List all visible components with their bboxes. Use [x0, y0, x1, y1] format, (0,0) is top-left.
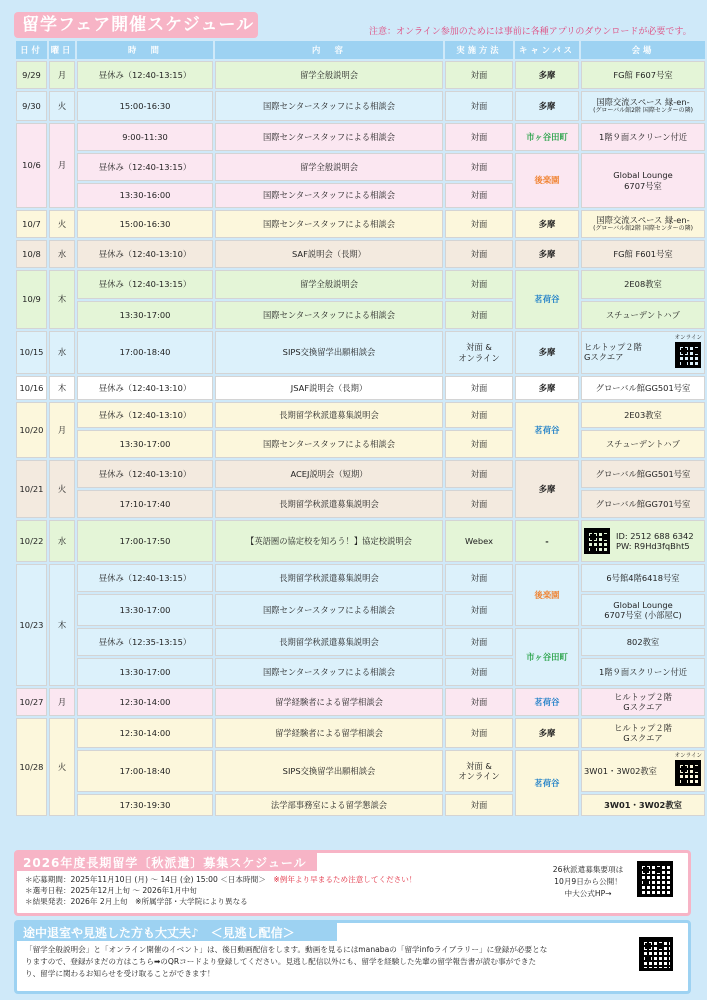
- time-cell: 17:00-17:50: [77, 520, 213, 562]
- date-cell: 10/22: [16, 520, 47, 562]
- content-cell: 留学全般説明会: [215, 153, 443, 181]
- table-row: [16, 240, 705, 268]
- campus-cell: 茗荷谷: [515, 270, 579, 329]
- day-cell: 水: [49, 520, 75, 562]
- guideline-line: 中大公式HP→: [564, 889, 612, 898]
- replay-line: りますので、登録がまだの方はこちら➡のQRコードより登録してください。見逃し配信以外にも、留学を経験した先輩の留学報告書が読む事ができた: [25, 957, 537, 966]
- campus-cell: 多摩: [515, 91, 579, 121]
- method-cell: 対面: [445, 718, 513, 748]
- header-time: 時 間: [77, 41, 213, 59]
- campus-cell: 茗荷谷: [515, 750, 579, 816]
- day-cell: 水: [49, 331, 75, 374]
- header-method: 実施方法: [445, 41, 513, 59]
- table-row: [16, 123, 705, 151]
- method-cell: 対面: [445, 628, 513, 656]
- day-cell: 月: [49, 61, 75, 89]
- venue-cell: グローバル館GG501号室: [581, 376, 705, 400]
- venue-room: Gスクエア: [623, 702, 663, 712]
- venue-room: Gスクエア: [584, 352, 624, 363]
- table-row: [16, 210, 705, 238]
- method-cell: 対面: [445, 794, 513, 816]
- method-cell: 対面: [445, 123, 513, 151]
- method-cell: 対面: [445, 210, 513, 238]
- method-cell: 対面: [445, 564, 513, 592]
- day-cell: 木: [49, 564, 75, 686]
- content-cell: 長期留学秋派遣募集説明会: [215, 628, 443, 656]
- date-cell: 10/28: [16, 718, 47, 816]
- method-line2: オンライン: [458, 352, 500, 363]
- webex-id: ID: 2512 688 6342: [616, 530, 694, 541]
- method-line2: オンライン: [458, 771, 500, 781]
- date-cell: 9/29: [16, 61, 47, 89]
- content-cell: 国際センタースタッフによる相談会: [215, 658, 443, 686]
- content-cell: 法学部事務室による留学懇談会: [215, 794, 443, 816]
- campus-cell: -: [515, 520, 579, 562]
- table-row: [16, 718, 705, 748]
- header-day: 曜日: [49, 41, 75, 59]
- method-cell: 対面: [445, 688, 513, 716]
- venue-cell: 6号館4階6418号室: [581, 564, 705, 592]
- time-cell: 13:30-17:00: [77, 430, 213, 458]
- day-cell: 火: [49, 91, 75, 121]
- content-cell: 国際センタースタッフによる相談会: [215, 594, 443, 626]
- content-cell: ACEJ説明会（短期）: [215, 460, 443, 488]
- table-row: [16, 520, 705, 562]
- method-cell: 対面: [445, 153, 513, 181]
- page-title: 留学フェア開催スケジュール: [14, 12, 258, 38]
- method-line1: 対面 &: [466, 342, 492, 353]
- content-cell: JSAF説明会（長期）: [215, 376, 443, 400]
- table-row: [16, 794, 705, 816]
- campus-cell: 茗荷谷: [515, 688, 579, 716]
- campus-cell: 後楽園: [515, 153, 579, 208]
- time-cell: 昼休み（12:40-13:15）: [77, 270, 213, 299]
- campus-cell: 多摩: [515, 210, 579, 238]
- content-cell: SIPS交換留学出願相談会: [215, 331, 443, 374]
- venue-sub: (グローバル館2階 国際センターの隣): [593, 107, 693, 115]
- qr-code-icon[interactable]: [675, 342, 701, 368]
- replay-body: [25, 944, 625, 980]
- content-cell: 長期留学秋派遣募集説明会: [215, 490, 443, 518]
- venue-cell: [581, 688, 705, 716]
- guideline-notice: [543, 864, 633, 900]
- table-row: [16, 490, 705, 518]
- header-content: 内 容: [215, 41, 443, 59]
- content-cell: 留学経験者による留学相談会: [215, 688, 443, 716]
- table-row: [16, 460, 705, 488]
- method-cell: 対面: [445, 91, 513, 121]
- day-cell: 水: [49, 240, 75, 268]
- method-cell: 対面: [445, 301, 513, 329]
- method-cell: [445, 331, 513, 374]
- table-row: [16, 402, 705, 428]
- time-cell: 15:00-16:30: [77, 210, 213, 238]
- date-cell: 10/8: [16, 240, 47, 268]
- venue-cell: [581, 594, 705, 626]
- time-cell: 昼休み（12:35-13:15）: [77, 628, 213, 656]
- time-cell: 昼休み（12:40-13:15）: [77, 153, 213, 181]
- campus-cell: 市ヶ谷田町: [515, 123, 579, 151]
- day-cell: 月: [49, 123, 75, 208]
- day-cell: 火: [49, 210, 75, 238]
- campus-cell: 茗荷谷: [515, 402, 579, 458]
- guideline-line: 10月9日から公開！: [554, 877, 622, 886]
- qr-code-icon[interactable]: [584, 528, 610, 554]
- campus-cell: 後楽園: [515, 564, 579, 626]
- method-cell: 対面: [445, 594, 513, 626]
- campus-cell: 多摩: [515, 331, 579, 374]
- content-cell: SIPS交換留学出願相談会: [215, 750, 443, 792]
- qr-code-icon[interactable]: [637, 861, 673, 897]
- date-cell: 10/15: [16, 331, 47, 374]
- replay-line: り、留学に関わるお知らせを受け取ることができます！: [25, 969, 215, 978]
- replay-info-box: [14, 920, 691, 994]
- content-cell: 国際センタースタッフによる相談会: [215, 210, 443, 238]
- list-item: ＊選考日程：2025年12月上旬 ～ 2026年1月中旬: [25, 886, 197, 895]
- campus-cell: 多摩: [515, 718, 579, 748]
- venue-cell: グローバル館GG501号室: [581, 460, 705, 488]
- time-cell: 17:10-17:40: [77, 490, 213, 518]
- day-cell: 火: [49, 718, 75, 816]
- time-cell: 昼休み（12:40-13:10）: [77, 402, 213, 428]
- table-row: [16, 628, 705, 656]
- table-row: [16, 61, 705, 89]
- table-row: [16, 688, 705, 716]
- venue-cell: グローバル館GG701号室: [581, 490, 705, 518]
- method-cell: 対面: [445, 183, 513, 208]
- time-cell: 12:30-14:00: [77, 718, 213, 748]
- time-cell: 12:30-14:00: [77, 688, 213, 716]
- venue-cell: [581, 210, 705, 238]
- venue-cell: FG館 F601号室: [581, 240, 705, 268]
- date-cell: 10/20: [16, 402, 47, 458]
- venue-cell: [581, 91, 705, 121]
- recruitment-list: [25, 874, 416, 907]
- webex-password: PW: R9Hd3fqBht5: [616, 541, 690, 551]
- application-period: ＊応募期間：2025年11月10日 (月) ～ 14日 (金) 15:00 ＜日本時間＞: [25, 875, 266, 884]
- time-cell: 15:00-16:30: [77, 91, 213, 121]
- method-cell: 対面: [445, 61, 513, 89]
- venue-cell: 2E08教室: [581, 270, 705, 299]
- time-cell: 昼休み（12:40-13:10）: [77, 460, 213, 488]
- venue-cell: 3W01・3W02教室: [581, 794, 705, 816]
- content-cell: 長期留学秋派遣募集説明会: [215, 564, 443, 592]
- time-cell: 昼休み（12:40-13:10）: [77, 240, 213, 268]
- date-cell: 9/30: [16, 91, 47, 121]
- venue-cell: [581, 520, 705, 562]
- venue-name: ヒルトップ２階: [614, 722, 672, 733]
- venue-cell: FG館 F607号室: [581, 61, 705, 89]
- day-cell: 木: [49, 376, 75, 400]
- table-row: [16, 658, 705, 686]
- venue-name: 3W01・3W02教室: [584, 765, 657, 776]
- date-cell: 10/27: [16, 688, 47, 716]
- online-notice: 注意：オンライン参加のためには事前に各種アプリのダウンロードが必要です。: [369, 27, 692, 37]
- campus-cell: 多摩: [515, 376, 579, 400]
- method-cell: Webex: [445, 520, 513, 562]
- time-cell: 13:30-17:00: [77, 658, 213, 686]
- table-row: [16, 430, 705, 458]
- header-campus: キャンパス: [515, 41, 579, 59]
- venue-cell: 802教室: [581, 628, 705, 656]
- venue-room: 6707号室: [624, 180, 662, 191]
- header-venue: 会場: [581, 41, 705, 59]
- content-cell: 留学全般説明会: [215, 61, 443, 89]
- header-date: 日付: [16, 41, 47, 59]
- venue-room: 6707号室 (小部屋C): [604, 610, 682, 620]
- time-cell: 13:30-16:00: [77, 183, 213, 208]
- time-cell: 17:00-18:40: [77, 331, 213, 374]
- content-cell: 長期留学秋派遣募集説明会: [215, 402, 443, 428]
- content-cell: 国際センタースタッフによる相談会: [215, 91, 443, 121]
- method-cell: 対面: [445, 376, 513, 400]
- content-cell: 国際センタースタッフによる相談会: [215, 301, 443, 329]
- table-row: [16, 270, 705, 299]
- qr-code-icon[interactable]: [675, 760, 701, 786]
- venue-name: 国際交流スペース 縁-en-: [596, 215, 690, 226]
- method-cell: [445, 750, 513, 792]
- date-cell: 10/9: [16, 270, 47, 329]
- campus-cell: 多摩: [515, 240, 579, 268]
- qr-code-icon[interactable]: [639, 937, 673, 971]
- day-cell: 火: [49, 460, 75, 518]
- replay-title: 途中退室や見逃した方も大丈夫♪ ＜見逃し配信＞: [17, 923, 337, 941]
- schedule-table: [14, 39, 707, 818]
- table-row: [16, 153, 705, 181]
- list-item: ＊結果発表：2026年 2月上旬 ※所属学部・大学院により異なる: [25, 897, 248, 906]
- period-warning: ※例年より早まるため注意してください！: [273, 875, 417, 884]
- table-row: [16, 91, 705, 121]
- date-cell: 10/6: [16, 123, 47, 208]
- day-cell: 木: [49, 270, 75, 329]
- venue-cell: スチューデントハブ: [581, 430, 705, 458]
- method-line1: 対面 &: [466, 760, 492, 771]
- content-cell: 国際センタースタッフによる相談会: [215, 430, 443, 458]
- venue-cell: [581, 153, 705, 208]
- campus-cell: 市ヶ谷田町: [515, 628, 579, 686]
- method-cell: 対面: [445, 490, 513, 518]
- venue-cell: [581, 331, 705, 374]
- venue-cell: 1階９面スクリーン付近: [581, 658, 705, 686]
- campus-cell: 多摩: [515, 61, 579, 89]
- day-cell: 月: [49, 688, 75, 716]
- date-cell: 10/16: [16, 376, 47, 400]
- table-row: [16, 331, 705, 374]
- venue-name: ヒルトップ２階: [584, 342, 642, 353]
- content-cell: 【英語圏の協定校を知ろう！】協定校説明会: [215, 520, 443, 562]
- online-label: オンライン: [674, 334, 702, 341]
- time-cell: 9:00-11:30: [77, 123, 213, 151]
- venue-name: ヒルトップ２階: [614, 691, 672, 702]
- table-row: [16, 750, 705, 792]
- method-cell: 対面: [445, 270, 513, 299]
- time-cell: 17:00-18:40: [77, 750, 213, 792]
- table-row: [16, 376, 705, 400]
- venue-sub: (グローバル館2階 国際センターの隣): [593, 225, 693, 233]
- venue-room: Gスクエア: [623, 733, 663, 743]
- content-cell: 国際センタースタッフによる相談会: [215, 123, 443, 151]
- table-row: [16, 564, 705, 592]
- time-cell: 昼休み（12:40-13:10）: [77, 376, 213, 400]
- venue-name: Global Lounge: [613, 599, 673, 610]
- time-cell: 13:30-17:00: [77, 301, 213, 329]
- table-row: [16, 594, 705, 626]
- table-row: [16, 301, 705, 329]
- list-item: [25, 874, 416, 885]
- guideline-line: 26秋派遣募集要項は: [552, 865, 624, 874]
- online-label: オンライン: [674, 753, 702, 760]
- recruitment-title: 2026年度長期留学〔秋派遣〕募集スケジュール: [17, 853, 317, 871]
- method-cell: 対面: [445, 460, 513, 488]
- content-cell: SAF説明会（長期）: [215, 240, 443, 268]
- content-cell: 国際センタースタッフによる相談会: [215, 183, 443, 208]
- date-cell: 10/21: [16, 460, 47, 518]
- table-header-row: [16, 41, 705, 59]
- method-cell: 対面: [445, 402, 513, 428]
- method-cell: 対面: [445, 658, 513, 686]
- venue-cell: [581, 718, 705, 748]
- time-cell: 17:30-19:30: [77, 794, 213, 816]
- date-cell: 10/7: [16, 210, 47, 238]
- time-cell: 13:30-17:00: [77, 594, 213, 626]
- method-cell: 対面: [445, 430, 513, 458]
- venue-cell: [581, 750, 705, 792]
- content-cell: 留学経験者による留学相談会: [215, 718, 443, 748]
- venue-name: 国際交流スペース 縁-en-: [596, 97, 690, 108]
- campus-cell: 多摩: [515, 460, 579, 518]
- day-cell: 月: [49, 402, 75, 458]
- time-cell: 昼休み（12:40-13:15）: [77, 61, 213, 89]
- content-cell: 留学全般説明会: [215, 270, 443, 299]
- date-cell: 10/23: [16, 564, 47, 686]
- venue-cell: スチューデントハブ: [581, 301, 705, 329]
- method-cell: 対面: [445, 240, 513, 268]
- recruitment-schedule-box: [14, 850, 691, 916]
- venue-cell: 1階９面スクリーン付近: [581, 123, 705, 151]
- venue-cell: 2E03教室: [581, 402, 705, 428]
- venue-name: Global Lounge: [613, 170, 673, 181]
- replay-line: 「留学全般説明会」と「オンライン開催のイベント」は、後日動画配信をします。動画を見るにはmanabaの「留学infoライブラリー」に登録が必要とな: [25, 945, 548, 954]
- time-cell: 昼休み（12:40-13:15）: [77, 564, 213, 592]
